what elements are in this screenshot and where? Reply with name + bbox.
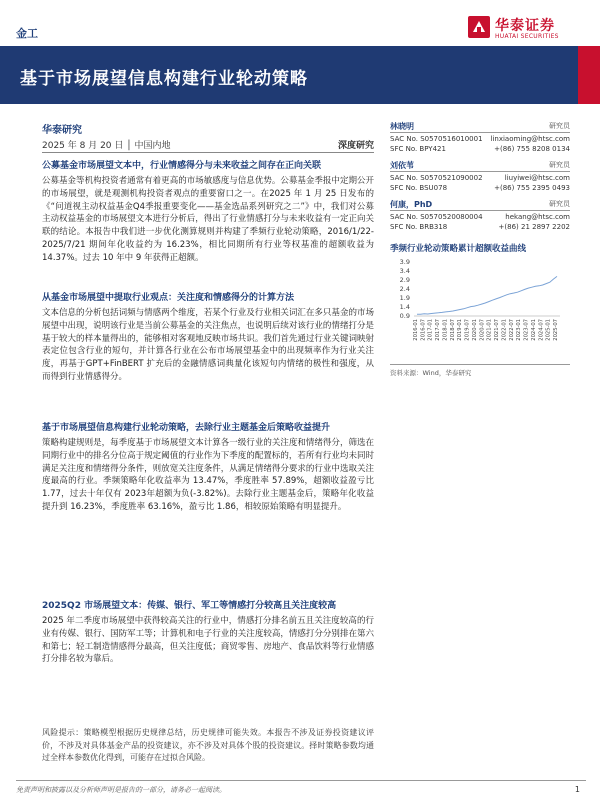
y-tick-label: 3.4: [399, 267, 410, 275]
page-number: 1: [574, 785, 580, 794]
x-tick-label: 2023-01: [516, 319, 523, 341]
section-2-heading: 从基金市场展望中提取行业观点：关注度和情感得分的计算方法: [42, 293, 295, 303]
section-2: [42, 292, 374, 384]
footer-divider: [16, 780, 586, 781]
analyst-name: 何康，PhD: [390, 200, 433, 209]
y-tick-label: 3.9: [399, 258, 410, 266]
series-line: [417, 276, 557, 314]
analyst-email-link[interactable]: liuyiwei@htsc.com: [504, 174, 570, 182]
divider: [390, 364, 570, 365]
analyst-phone: +(86) 755 2395 0493: [494, 184, 570, 192]
y-tick-label: 0.9: [399, 312, 410, 320]
divider: [390, 132, 570, 133]
footer-disclaimer: 免责声明和披露以及分析师声明是报告的一部分，请务必一起阅读。: [16, 786, 226, 794]
excess-return-chart: [390, 256, 570, 364]
section-4-text: 2025 年二季度市场展望中获得较高关注的行业中，情感打分排名前五且关注度较高的行业有传媒、银行、国防军工等；计算机和电子行业的关注度较高，情感打分分别排在第六和第七；轻工制造情感得分最高，但关注度低；商贸零售、房地产、食品饮料等行业情感打分排名较为靠后。: [42, 616, 374, 665]
y-tick-label: 2.9: [399, 276, 410, 284]
banner-accent: [578, 46, 600, 104]
x-tick-label: 2021-07: [494, 319, 501, 341]
x-tick-label: 2019-07: [464, 319, 471, 341]
section-4-heading: 2025Q2 市场展望文本：传媒、银行、军工等情感打分较高且关注度较高: [42, 601, 337, 611]
chart-source: 资料来源：Wind，华泰研究: [390, 369, 472, 377]
x-tick-label: 2016-01: [413, 319, 419, 341]
y-tick-label: 2.4: [399, 285, 410, 293]
section-3: [42, 422, 374, 514]
x-tick-label: 2025-07: [553, 319, 559, 341]
analyst-sfc: SFC No. BSU078: [390, 184, 448, 192]
x-tick-label: 2022-01: [501, 319, 508, 341]
divider: [390, 210, 570, 211]
analyst-name: 林晓明: [390, 122, 414, 131]
x-tick-label: 2018-01: [442, 319, 449, 341]
logo-english-text: HUATAI SECURITIES: [495, 33, 559, 40]
x-tick-label: 2017-07: [435, 319, 442, 341]
x-tick-label: 2016-07: [420, 319, 427, 341]
analyst-role: 研究员: [549, 122, 570, 130]
x-tick-label: 2020-01: [471, 319, 478, 341]
x-tick-label: 2024-01: [530, 319, 537, 341]
analyst-phone: +(86) 21 2897 2202: [498, 223, 570, 231]
meta-line: [42, 138, 374, 152]
x-tick-label: 2019-01: [457, 319, 464, 341]
section-label: 华泰研究: [42, 125, 82, 136]
report-date: 2025 年 8 月 20 日 │ 中国内地: [42, 141, 171, 151]
section-2-text: 文本信息的分析包括词频与情感两个维度，若某个行业及行业相关词汇在多只基金的市场展望中出现，说明该行业是当前公募基金的关注焦点，也说明后续对该行业的情绪打分是基于较大的样本量得出的，能够相对客观地反映市场共识。我们首先通过行业关键词映射表定位包含行业的短句，并计算各行业在公布市场展望基金中的出现频率作为行业关注度，再基于GPT+FinBERT 扩充后的金融情感词典量化该短句内情绪的极性和强度，从而得到行业情感得分。: [42, 308, 374, 382]
category-label: 金工: [16, 27, 38, 40]
section-1-text: 公募基金等机构投资者通常有着更高的市场敏感度与信息优势。公募基金季报中定期公开的市场展望，就是观测机构投资者观点的重要窗口之一。在2025 年 1 月 25 日发布的《“问道视主动权益基金Q4季报重要变化——基金选品系列研究之二”》中，我们对公募主动权益基金的市场展望文本进行分析后，得出了行业情感打分与未来收益有一定正向关联的结论。本报告中我们进一步优化测算规则并构建了季频行业轮动策略，2016/1/22-2025/7/21 期间年化收益约为 16.23%，相比同期所有行业等权基准的超额收益为14.37%。过去 10 年中 9 年获得正超额。: [42, 176, 374, 263]
report-title: 基于市场展望信息构建行业轮动策略: [20, 69, 308, 89]
x-tick-label: 2022-07: [508, 319, 515, 341]
report-type: 深度研究: [337, 141, 374, 151]
huatai-logo-icon: [468, 16, 490, 38]
analyst-sfc: SFC No. BRB318: [390, 223, 448, 231]
chart-svg: [390, 256, 570, 364]
analyst-role: 研究员: [549, 200, 570, 208]
section-1-heading: 公募基金市场展望文本中，行业情感得分与未来收益之间存在正向关联: [42, 161, 322, 171]
section-1: [42, 160, 374, 265]
analyst-phone: +(86) 755 8208 0134: [494, 145, 570, 153]
y-tick-label: 1.9: [399, 294, 410, 302]
x-tick-label: 2021-01: [486, 319, 493, 341]
analyst-email-link[interactable]: hekang@htsc.com: [505, 213, 570, 221]
section-3-heading: 基于市场展望信息构建行业轮动策略，去除行业主题基金后策略收益提升: [42, 423, 331, 433]
analyst-email-link[interactable]: linxiaoming@htsc.com: [490, 135, 570, 143]
x-tick-label: 2018-07: [449, 319, 456, 341]
analyst-name: 刘依苇: [390, 161, 414, 170]
risk-disclaimer: 风险提示：策略模型根据历史规律总结，历史规律可能失效。本报告不涉及证券投资建议评价，不涉及对具体基金产品的投资建议，亦不涉及对具体个股的投资建议。择时策略参数均通过全样本参数优化得到，可能存在过拟合风险。: [42, 728, 374, 762]
x-tick-label: 2020-07: [479, 319, 486, 341]
x-tick-label: 2023-07: [523, 319, 530, 341]
section-4: [42, 600, 374, 666]
analyst-sfc: SFC No. BPY421: [390, 145, 446, 153]
y-tick-label: 1.4: [399, 303, 410, 311]
analyst-card: [390, 199, 570, 235]
x-tick-label: 2017-01: [427, 319, 434, 341]
analyst-sac: SAC No. S0570520080004: [390, 213, 483, 221]
analyst-role: 研究员: [549, 161, 570, 169]
analyst-sac: SAC No. S0570516010001: [390, 135, 483, 143]
x-tick-label: 2024-07: [538, 319, 545, 341]
analyst-sac: SAC No. S0570521090002: [390, 174, 483, 182]
divider: [390, 171, 570, 172]
x-tick-label: 2025-01: [545, 319, 552, 341]
logo-chinese-text: 华泰证券: [495, 18, 555, 34]
analyst-card: [390, 121, 570, 157]
company-logo: [468, 14, 578, 44]
section-3-text: 策略构建规则是，每季度基于市场展望文本计算各一级行业的关注度和情绪得分，筛选在同期行业中的排名分位高于规定阈值的行业作为下季度的配置标的，若所有行业均未同时满足关注度和情绪得分条件，则放宽关注度条件，从满足情绪得分要求的行业中选取关注度最高的行业。季频策略年化收益率为 13.47%，季度胜率 57.89%，超额收益盈亏比 1.77，过去十年仅有 2023年超额为负(-3.82%)。去除行业主题基金后，策略年化收益提升到 16.23%，季度胜率 63.16%，盈亏比 1.86，相较原始策略有明显提升。: [42, 438, 374, 512]
chart-title: 季频行业轮动策略累计超额收益曲线: [390, 244, 527, 254]
analyst-card: [390, 160, 570, 196]
divider: [42, 152, 374, 153]
